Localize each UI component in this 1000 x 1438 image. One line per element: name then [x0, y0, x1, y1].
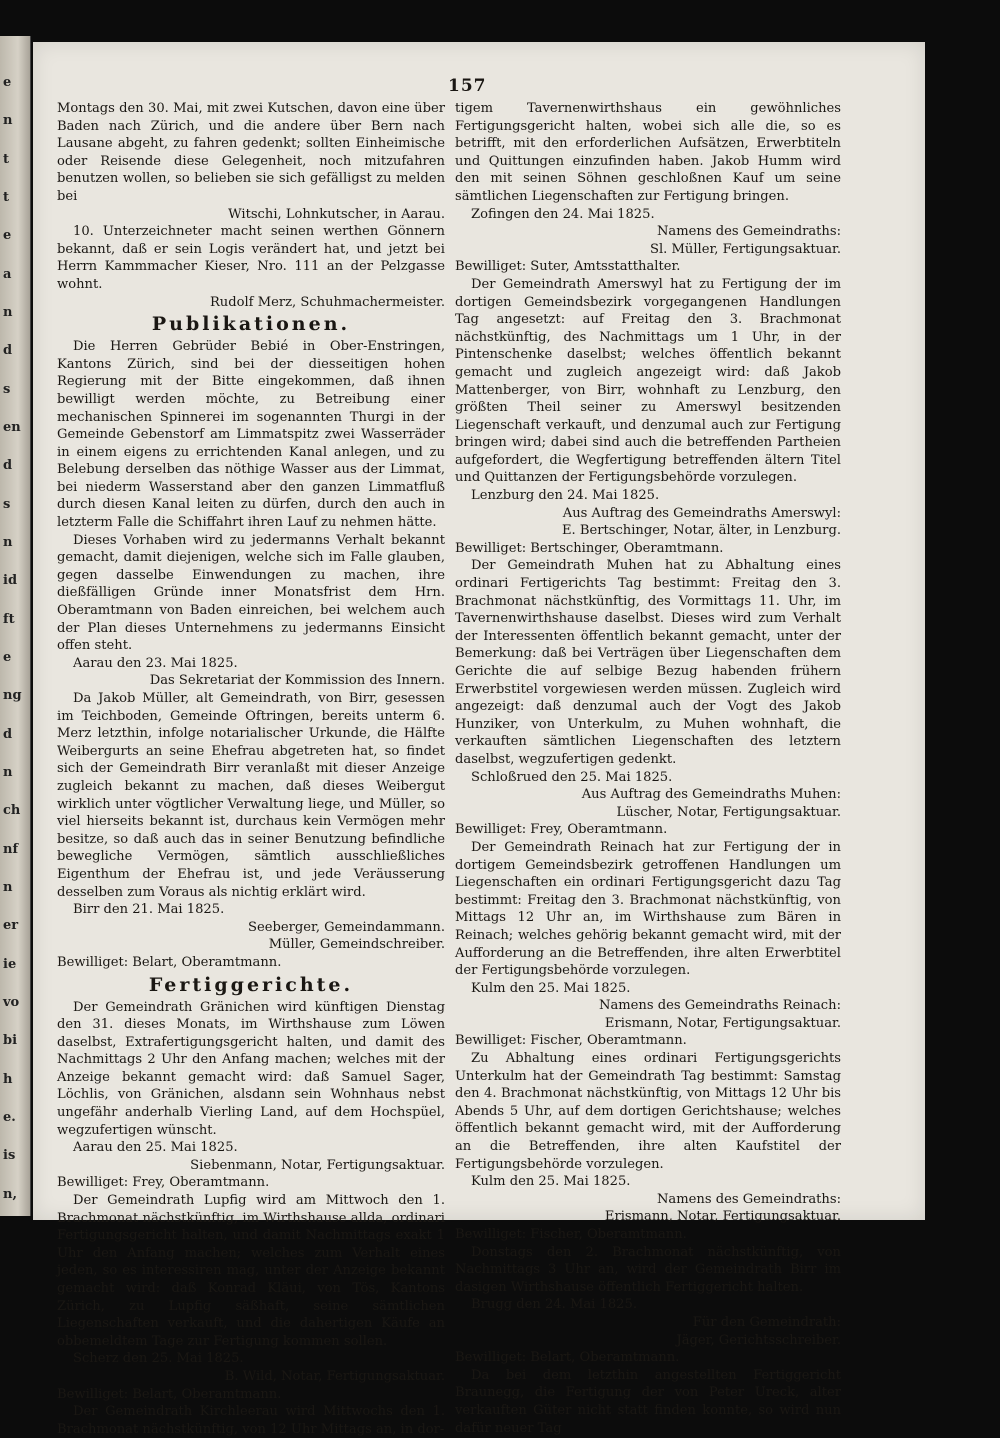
approval-line: Bewilliget: Frey, Oberamtmann.	[57, 1175, 270, 1191]
approval-line: Bewilliget: Fischer, Oberamtmann.	[455, 1227, 687, 1242]
prev-page-fragment: n	[3, 535, 13, 550]
prev-page-fragment: t	[3, 190, 10, 205]
signature-line: Erismann, Notar, Fertigungsaktuar.	[604, 1015, 841, 1031]
prev-page-fragment: n,	[3, 1186, 17, 1202]
prev-page-fragment: n	[3, 880, 13, 895]
signature-line: Aus Auftrag des Gemeindraths Muhen:	[581, 787, 841, 803]
prev-page-fragment: a	[3, 266, 12, 282]
approval-line: Bewilliget: Suter, Amtsstatthalter.	[455, 259, 681, 275]
prev-page-fragment: n	[3, 305, 13, 320]
announcement-paragraph: Die Herren Gebrüder Bebié in Ober-Enstringen, Kantons Zürich, sind bei der diesseitigen hohen Regierung mit der Bitte eingekommen, daß ihnen bewilligt werden möchte, zu Betreibung einer mechanischen Spinnerei im sogenannten Thurgi in der Gemeinde Gebenstorf am Limmatspitz zwei Wasserräder in einem eigens zu errichtenden Kanal anlegen, und zu Belebung derselben das nöthige Wasser aus der Limmat, bei niederm Wasserstand aber den ganzen Limmatfluß durch diesen Kanal leiten zu dürfen, durch den auch in letzterm Falle die Schiffahrt ihren Lauf zu nehmen hätte.	[57, 339, 445, 531]
prev-page-fragment: n	[3, 765, 13, 780]
signature-line: Namens des Gemeindraths:	[656, 1191, 841, 1207]
announcement-paragraph: Donstags den 2. Brachmonat nächstkünftig, von Nachmittags 3 Uhr an, wird der Gemeindrath Birr im dasigen Wirthshause öffentlich Fertiggericht halten.	[455, 1244, 841, 1295]
section-heading-publikationen: Publikationen.	[151, 313, 351, 336]
newspaper-page	[33, 42, 925, 1437]
signature-line: Rudolf Merz, Schuhmachermeister.	[209, 294, 445, 310]
prev-page-fragment: ie	[3, 956, 17, 972]
announcement-paragraph: tigem Tavernenwirthshaus ein gewöhnliches Fertigungsgericht halten, wobei sich alle die, so es betrifft, mit den erforderlichen Aufsätzen, Erwerbtiteln und Quittungen einzufinden haben. Jakob Humm wird den mit seinen Söhnen geschloßnen Kauf um seine sämtlichen Liegenschaften zur Fertigung bringen.	[455, 101, 841, 204]
date-line: Brugg den 24. Mai 1825.	[471, 1297, 637, 1313]
signature-line: Namens des Gemeindraths:	[656, 224, 841, 240]
date-line: Aarau den 25. Mai 1825.	[73, 1140, 238, 1156]
announcement-paragraph: Der Gemeindrath Reinach hat zur Fertigung der in dortigem Gemeindsbezirk getroffenen Handlungen um Liegenschaften ein ordinari Fertigungsgericht dazu Tag bestimmt: Freitag den 3. Brachmonat nächstkünftig, von Mittags 12 Uhr an, im Wirthshause zum Bären in Reinach; welches gehörig bekannt gemacht wird, mit der Aufforderung an die Betreffenden, ihre alten Erwerbtitel der Fertigungsbehörde vorzulegen.	[455, 839, 841, 979]
signature-line: Siebenmann, Notar, Fertigungsaktuar.	[190, 1157, 445, 1173]
approval-line: Bewilliget: Belart, Oberamtmann.	[57, 1386, 282, 1402]
prev-page-fragment: vo	[3, 995, 20, 1010]
date-line: Birr den 21. Mai 1825.	[73, 902, 225, 918]
approval-line: Bewilliget: Belart, Oberamtmann.	[455, 1350, 680, 1366]
signature-line: Namens des Gemeindraths Reinach:	[599, 998, 841, 1014]
date-line: Zofingen den 24. Mai 1825.	[471, 206, 655, 222]
signature-line: Witschi, Lohnkutscher, in Aarau.	[228, 206, 445, 222]
signature-line: Aus Auftrag des Gemeindraths Amerswyl:	[562, 505, 841, 521]
signature-line: E. Bertschinger, Notar, älter, in Lenzburg.	[561, 523, 841, 539]
prev-page-fragment: er	[3, 918, 19, 934]
announcement-paragraph: Montags den 30. Mai, mit zwei Kutschen, davon eine über Baden nach Zürich, und die andere über Bern nach Lausane abgeht, zu fahren gedenkt; sollten Einheimische oder Reisende diese Gelegenheit, noch mitzufahren benutzen wollen, so belieben sie sich gefälligst zu melden bei	[57, 101, 445, 204]
prev-page-fragment: t	[3, 151, 10, 167]
signature-line: Das Sekretariat der Kommission des Innern.	[149, 673, 445, 689]
signature-line: Lüscher, Notar, Fertigungsaktuar.	[616, 804, 841, 820]
announcement-paragraph: Da bei dem letzthin angestellten Fertiggericht Braunegg, die Fertigung der von Peter Ureck, alter verkauften Güter nicht statt finden konnte, so wird nun dafür neuer Tag	[455, 1367, 841, 1436]
section-heading-fertiggerichte: Fertiggerichte.	[148, 973, 354, 996]
prev-page-fragment: d	[3, 458, 13, 474]
prev-page-fragment: ch	[3, 803, 21, 819]
prev-page-fragment: ng	[3, 688, 22, 704]
date-line: Kulm den 25. Mai 1825.	[471, 1174, 631, 1190]
announcement-paragraph: Der Gemeindrath Muhen hat zu Abhaltung eines ordinari Fertigerichts Tag bestimmt: Freitag den 3. Brachmonat nächstkünftig, des Vormittags 11. Uhr, im Tavernenwirthshause daselbst. Dieses wird zum Verhalt der Interessenten öffentlich bekannt gemacht, unter der Bemerkung: daß bei Verträgen über Liegenschaften dem Gerichte die auf selbige Bezug habenden frühern Erwerbstitel vorgewiesen werden müssen. Zugleich wird angezeigt: daß denzumal auch der Vogt des Jakob Hunziker, von Unterkulm, zu Muhen wohnhaft, die verkauften sämtlichen Liegenschaften des letztern daselbst, wegzufertigen gedenkt.	[455, 558, 841, 767]
signature-line: Für den Gemeindrath:	[692, 1314, 841, 1330]
approval-line: Bewilliget: Bertschinger, Oberamtmann.	[455, 540, 724, 556]
announcement-paragraph: Der Gemeindrath Lupfig wird am Mittwoch den 1. Brachmonat nächstkünftig, im Wirthshause allda, ordinari Fertigungsgericht halten, und damit Nachmittags exakt 1 Uhr den Anfang machen; welches zum Verhalt eines jeden, so es interessiren mag, unter der Anzeige bekannt gemacht wird: daß Konrad Kläui, von Tös, Kantons Zürich, zu Lupfig säßhaft, seine sämtlichen Liegenschaften verkauft, und die dahertigen Käufe an obbemeldtem Tage zur Fertigung kommen sollen.	[57, 1193, 445, 1349]
prev-page-fragment: h	[3, 1071, 13, 1087]
signature-line: Seeberger, Gemeindammann.	[248, 919, 445, 935]
approval-line: Bewilliget: Frey, Oberamtmann.	[455, 822, 668, 838]
prev-page-fragment: e	[3, 75, 12, 90]
signature-line: B. Wild, Notar, Fertigungsaktuar.	[224, 1368, 445, 1384]
prev-page-fragment: bi	[3, 1033, 18, 1049]
announcement-paragraph: Der Gemeindrath Gränichen wird künftigen Dienstag den 31. dieses Monats, im Wirthshause zum Löwen daselbst, Extrafertigungsgericht halten, und damit des Nachmittags 2 Uhr den Anfang machen; welches mit der Anzeige bekannt gemacht wird: daß Samuel Sager, Löchlis, von Gränichen, alsdann sein Wohnhaus nebst ungefähr anderhalb Vierling Land, auf dem Hochspüel, wegzufertigen wünscht.	[57, 999, 445, 1138]
prev-page-fragment: id	[3, 573, 18, 589]
announcement-paragraph: Da Jakob Müller, alt Gemeindrath, von Birr, gesessen im Teichboden, Gemeinde Oftringen, bereits unterm 6. Merz letzthin, infolge notarialischer Urkunde, die Hälfte Weibergurts an seine Ehefrau abgetreten hat, so findet sich der Gemeindrath Birr veranlaßt mit dieser Anzeige zugleich bekannt zu machen, daß dieses Weibergut wirklich unter vögtlicher Verwaltung liege, und Müller, so viel hierseits bekannt ist, durchaus kein Vermögen mehr besitze, so daß auch das in seiner Benutzung befindliche bewegliche Vermögen, sämtlich ausschließliches Eigenthum der Ehefrau ist, und jede Veräusserung desselben zum Voraus als nichtig erklärt wird.	[57, 691, 445, 900]
announcement-paragraph: 10. Unterzeichneter macht seinen werthen Gönnern bekannt, daß er sein Logis verändert hat, und jetzt bei Herrn Kammmacher Kieser, Nro. 111 an der Pelzgasse wohnt.	[57, 224, 445, 292]
prev-page-fragment: e	[3, 228, 12, 244]
prev-page-fragment: en	[3, 420, 21, 435]
prev-page-fragment: d	[3, 726, 13, 742]
prev-page-fragment: d	[3, 343, 13, 359]
prev-page-fragment: s	[3, 496, 11, 512]
left-column	[57, 100, 445, 1438]
signature-line: Erismann, Notar, Fertigungsaktuar.	[604, 1209, 841, 1225]
announcement-paragraph: Der Gemeindrath Kirchleerau wird Mittwochs den 1. Brachmonat nächstkünftig, von 12 Uhr Mittags an, in dor-	[57, 1404, 445, 1437]
approval-line: Bewilliget: Fischer, Oberamtmann.	[455, 1033, 687, 1049]
signature-line: Sl. Müller, Fertigungsaktuar.	[650, 241, 841, 257]
signature-line: Müller, Gemeindschreiber.	[268, 937, 445, 953]
signature-line: Jäger, Gerichtsschreiber.	[676, 1332, 841, 1348]
date-line: Lenzburg den 24. Mai 1825.	[471, 488, 660, 504]
right-column	[455, 100, 841, 1437]
page-number: 157	[448, 76, 487, 96]
prev-page-fragment: e.	[3, 1110, 16, 1125]
prev-page-fragment: is	[3, 1148, 16, 1164]
announcement-paragraph: Zu Abhaltung eines ordinari Fertigungsgerichts Unterkulm hat der Gemeindrath Tag bestimmt: Samstag den 4. Brachmonat nächstkünftig, von Mittags 12 Uhr bis Abends 5 Uhr, auf dem dortigen Gerichtshause; welches öffentlich bekannt gemacht wird, mit der Aufforderung an die Betreffenden, ihre alten Kaufstitel der Fertigungsbehörde vorzulegen.	[455, 1051, 841, 1172]
prev-page-fragment: ft	[3, 611, 15, 627]
prev-page-fragment: e	[3, 650, 12, 665]
date-line: Schloßrued den 25. Mai 1825.	[471, 769, 673, 785]
date-line: Aarau den 23. Mai 1825.	[73, 655, 238, 671]
prev-page-fragment: s	[3, 381, 11, 397]
approval-line: Bewilliget: Belart, Oberamtmann.	[57, 954, 282, 970]
date-line: Kulm den 25. Mai 1825.	[471, 980, 631, 996]
previous-page-edge	[0, 36, 31, 1216]
prev-page-fragment: nf	[3, 841, 19, 857]
announcement-paragraph: Der Gemeindrath Amerswyl hat zu Fertigung der im dortigen Gemeindsbezirk vorgegangenen Handlungen Tag angesetzt: auf Freitag den 3. Brachmonat nächstkünftig, des Nachmittags um 1 Uhr, in der Pintenschenke daselbst; welches öffentlich bekannt gemacht und zugleich angezeigt wird: daß Jakob Mattenberger, von Birr, wohnhaft zu Lenzburg, den größten Theil seiner zu Amerswyl besitzenden Liegenschaft verkauft, und denzumal auch zur Fertigung bringen wird; dabei sind auch die betreffenden Partheien aufgefordert, die Wegfertigung betreffenden ältern Titel und Quittanzen der Fertigungsbehörde vorzulegen.	[455, 276, 841, 486]
date-line: Scherz den 25. Mai 1825.	[73, 1351, 244, 1367]
announcement-paragraph: Dieses Vorhaben wird zu jedermanns Verhalt bekannt gemacht, damit diejenigen, welche sich im Falle glauben, gegen dasselbe Einwendungen zu machen, ihre dießfälligen Gründe inner Monatsfrist dem Hrn. Oberamtmann von Baden einreichen, bei welchem auch der Plan dieses Unternehmens zu jedermanns Einsicht offen steht.	[57, 532, 445, 654]
prev-page-fragment: n	[3, 113, 13, 129]
